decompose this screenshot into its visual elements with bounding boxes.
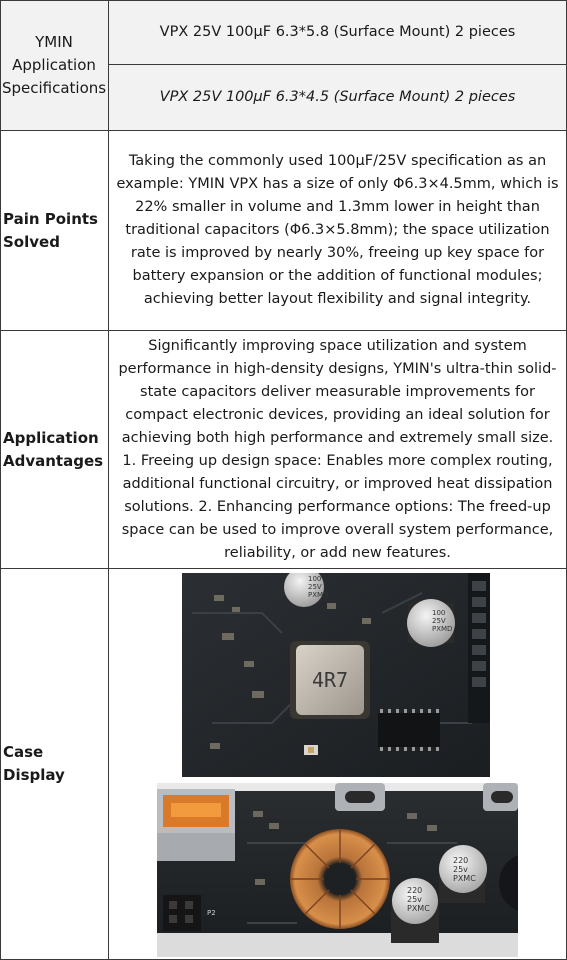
case-photo-1 <box>182 573 490 777</box>
svg-text:100: 100 <box>308 575 322 583</box>
capacitor-icon <box>407 599 455 647</box>
specs-label: YMIN Application Specifications <box>0 0 109 131</box>
advantages-label: Application Advantages <box>0 331 109 569</box>
svg-text:PXMD: PXMD <box>308 591 329 599</box>
svg-text:4R7: 4R7 <box>311 668 349 692</box>
svg-text:PXMC: PXMC <box>453 874 476 883</box>
capacitor-icon <box>391 878 439 943</box>
spec-row-1: VPX 25V 100μF 6.3*5.8 (Surface Mount) 2 pieces <box>109 0 567 65</box>
svg-text:25V: 25V <box>432 617 446 625</box>
inductor-icon <box>290 641 370 719</box>
usb-c-port-icon <box>335 783 385 811</box>
ic-chip-icon <box>378 709 440 751</box>
svg-text:25V: 25V <box>308 583 322 591</box>
pcb-board-photo-2 <box>157 783 518 957</box>
svg-text:P2: P2 <box>207 909 216 917</box>
svg-text:PXMC: PXMC <box>407 904 430 913</box>
pcb-board-photo-1 <box>182 573 490 777</box>
toroid-inductor-icon <box>290 829 390 929</box>
spec-row-2: VPX 25V 100μF 6.3*4.5 (Surface Mount) 2 pieces <box>109 65 567 131</box>
case-display-label: Case Display <box>0 569 109 960</box>
svg-text:25v: 25v <box>407 895 422 904</box>
svg-text:100: 100 <box>432 609 446 617</box>
svg-text:PXMD: PXMD <box>432 625 453 633</box>
pain-points-text: Taking the commonly used 100μF/25V specification as an example: YMIN VPX has a size of only Φ6.3×4.5mm, which is 22% smaller in volume and 1.3mm lower in height than traditional capacitors (Φ6.3×5.8mm); the space utilization rate is improved by nearly 30%, freeing up key space for battery expansion or the addition of functional modules; achieving better layout flexibility and signal integrity. <box>109 131 567 331</box>
case-photo-2 <box>157 783 518 957</box>
svg-text:25v: 25v <box>453 865 468 874</box>
usb-c-port-icon <box>483 783 518 811</box>
advantages-text: Significantly improving space utilization and system performance in high-density designs, YMIN's ultra-thin solid-state capacitors deliver measurable improvements for compact electronic devices, providing an ideal solution for achieving both high performance and extremely small size. 1. Freeing up design space: Enables more complex routing, additional functional circuitry, or improved heat dissipation solutions. 2. Enhancing performance options: The freed-up space can be used to improve overall system performance, reliability, or add new features. <box>109 331 567 569</box>
usb-port-icon <box>157 789 235 861</box>
pain-points-label: Pain Points Solved <box>0 131 109 331</box>
svg-text:220: 220 <box>407 886 423 895</box>
capacitor-icon <box>439 845 487 903</box>
svg-text:220: 220 <box>453 856 469 865</box>
